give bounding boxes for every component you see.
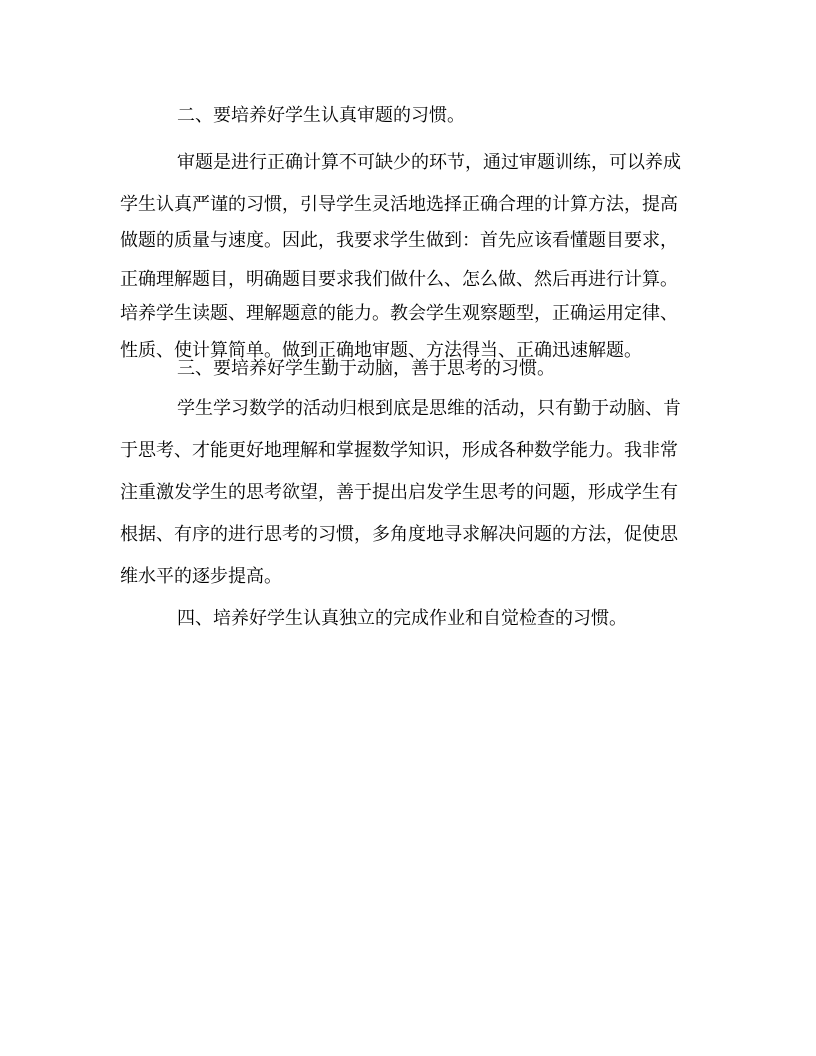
- paragraph-line: 审题是进行正确计算不可缺少的环节，通过审题训练，可以养成: [177, 152, 681, 173]
- paragraph-line: 做题的质量与速度。因此，我要求学生做到：首先应该看懂题目要求，: [120, 230, 678, 251]
- paragraph-line: 培养学生读题、理解题意的能力。教会学生观察题型，正确运用定律、: [120, 303, 678, 324]
- paragraph-line: 学生认真严谨的习惯，引导学生灵活地选择正确合理的计算方法，提高: [120, 194, 678, 215]
- paragraph-line: 维水平的逐步提高。: [120, 566, 282, 587]
- paragraph-line: 性质、使计算简单。做到正确地审题、方法得当、正确迅速解题。: [120, 340, 642, 361]
- paragraph-line: 注重激发学生的思考欲望，善于提出启发学生思考的问题，形成学生有: [120, 482, 678, 503]
- section-heading-line: 四、培养好学生认真独立的完成作业和自觉检查的习惯。: [177, 608, 627, 629]
- paragraph-line: 于思考、才能更好地理解和掌握数学知识，形成各种数学能力。我非常: [120, 440, 678, 461]
- paragraph-line: 学生学习数学的活动归根到底是思维的活动，只有勤于动脑、肯: [177, 398, 681, 419]
- paragraph-line: 正确理解题目，明确题目要求我们做什么、怎么做、然后再进行计算。: [120, 269, 678, 290]
- section-heading-line: 三、要培养好学生勤于动脑，善于思考的习惯。: [177, 358, 555, 379]
- paragraph-line: 根据、有序的进行思考的习惯，多角度地寻求解决问题的方法，促使思: [120, 524, 678, 545]
- section-heading-line: 二、要培养好学生认真审题的习惯。: [177, 105, 465, 126]
